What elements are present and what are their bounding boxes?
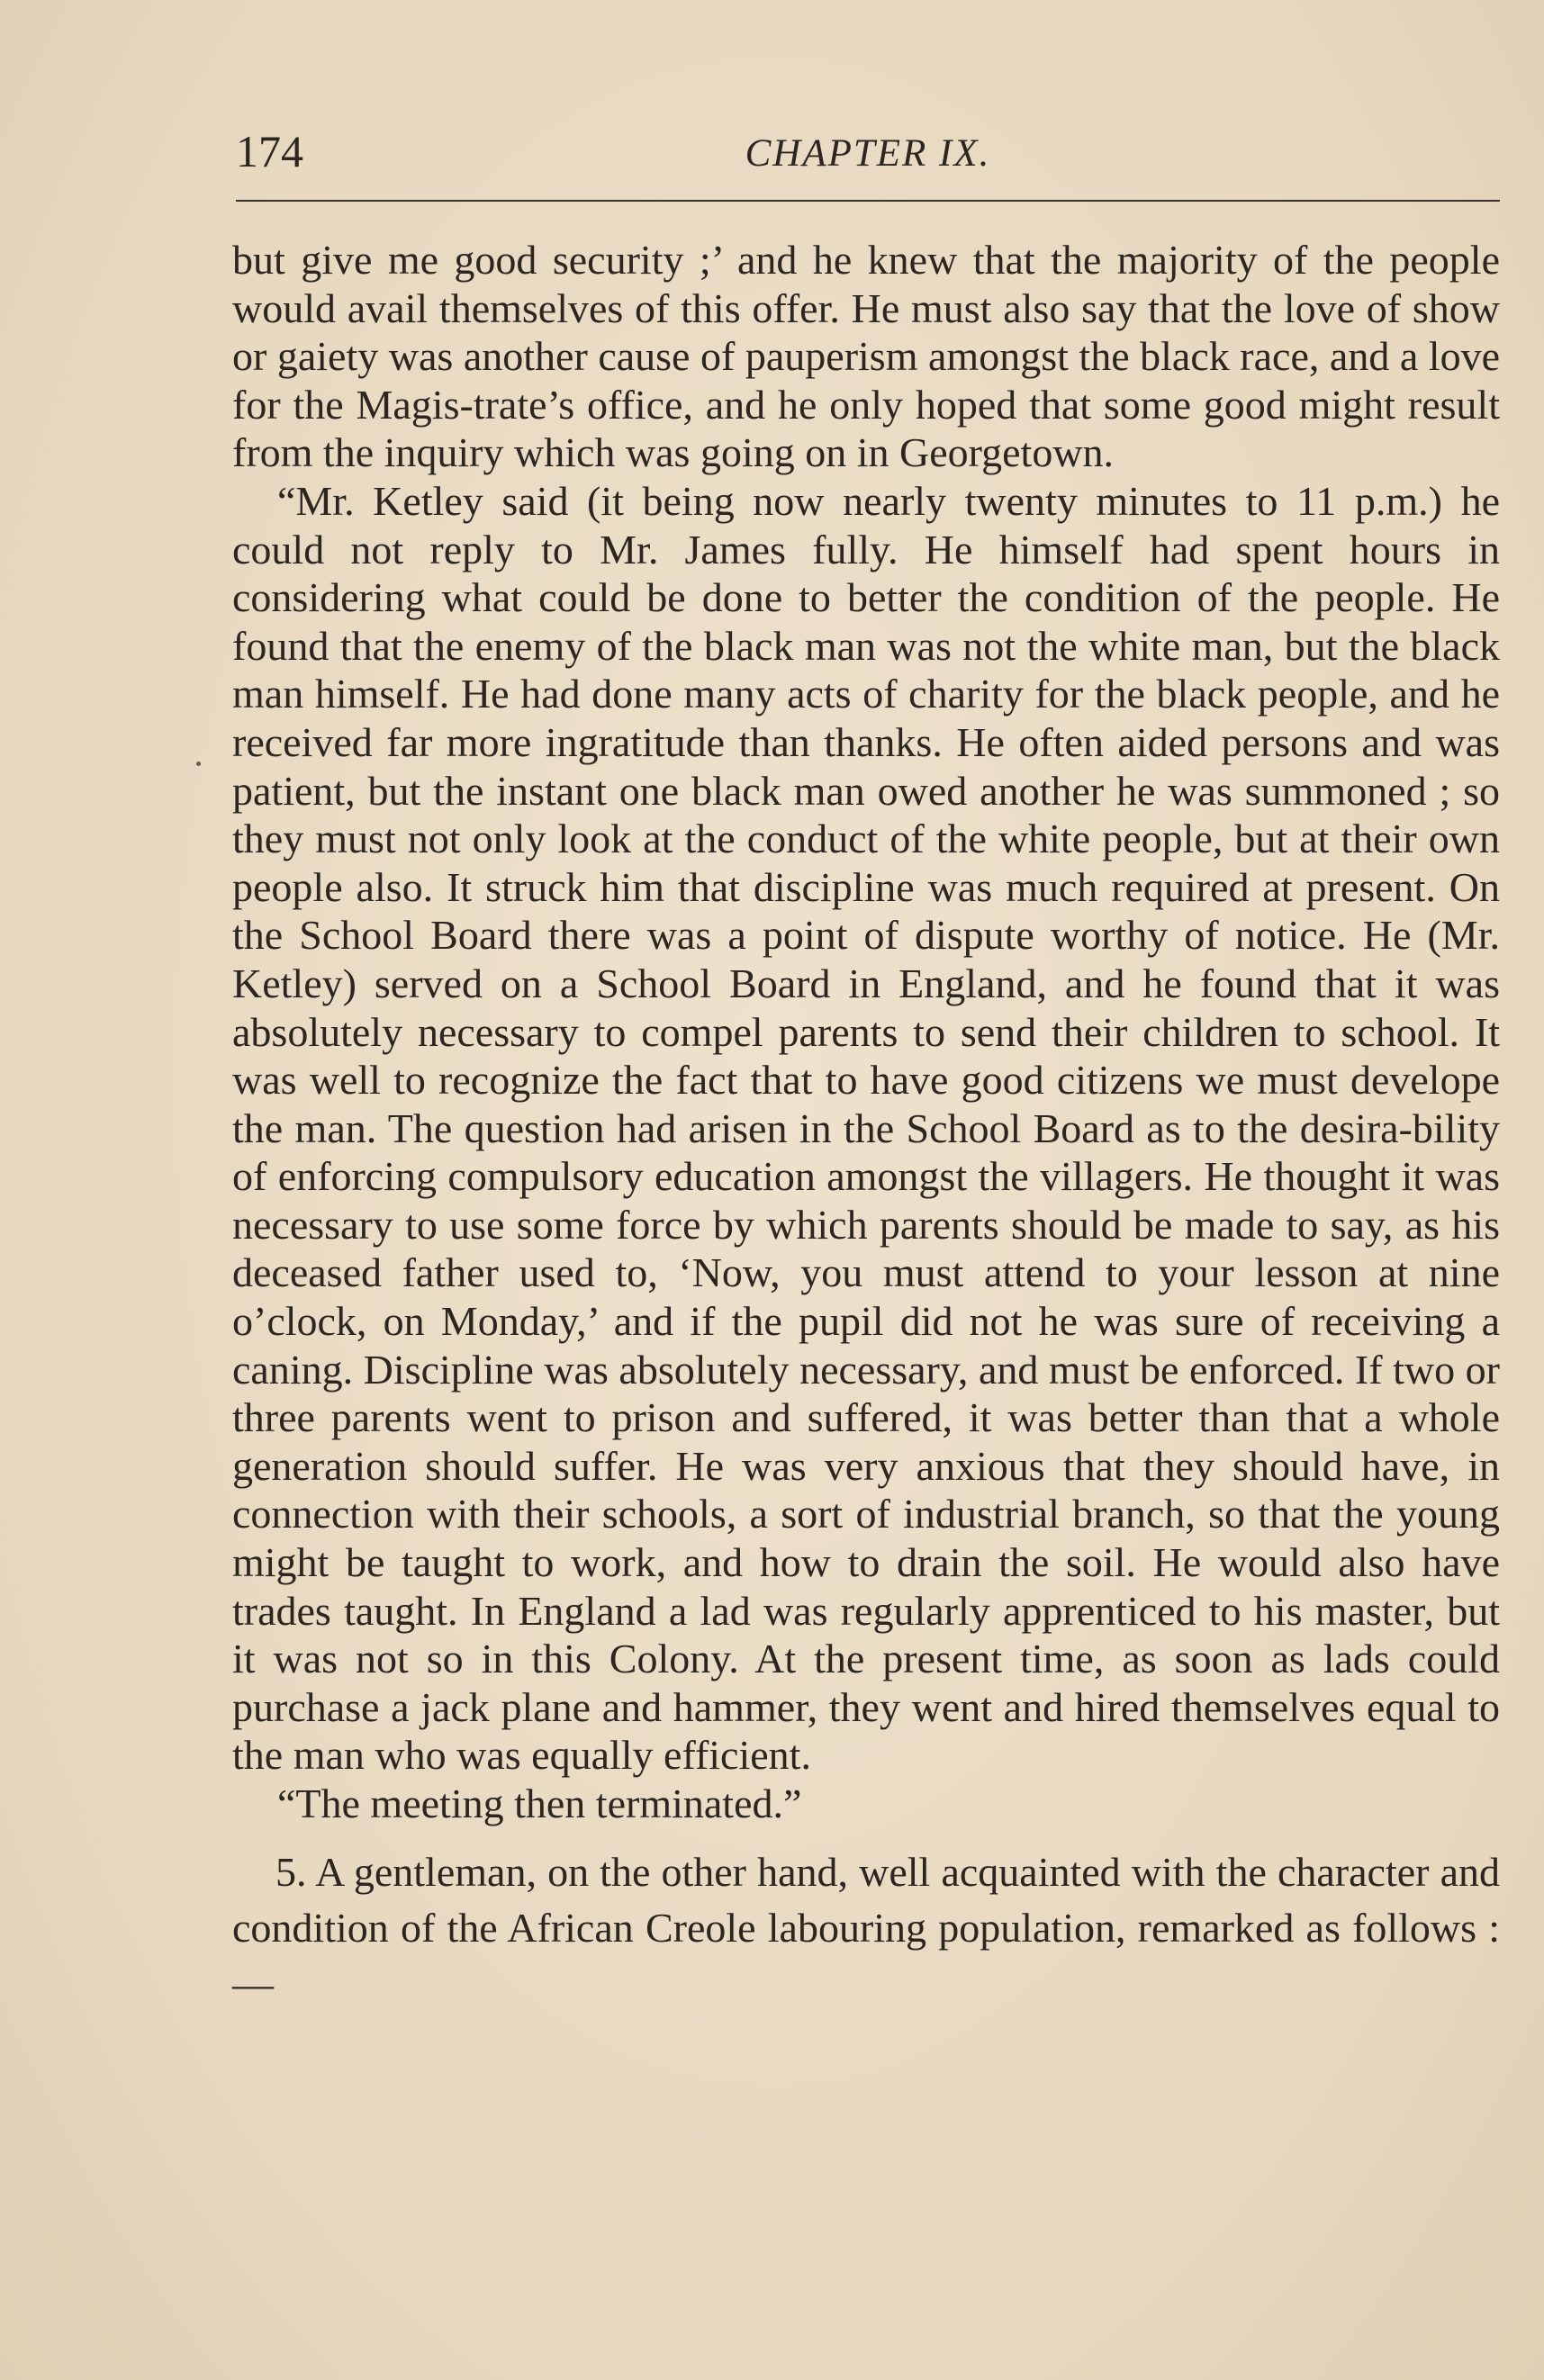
body-text [232, 236, 1500, 2012]
paragraph-section-5: 5. A gentleman, on the other hand, well acquainted with the character and condition of the African Creole labouring population, remarked as follows :— [232, 1848, 1500, 2006]
running-head: CHAPTER IX. [745, 132, 991, 175]
page-number: 174 [236, 126, 303, 176]
page-header [236, 124, 1500, 196]
paragraph-continuation: but give me good security ;’ and he knew that the majority of the people would avail themselves of this offer. He must also say that the love of show or gaiety was another cause of pauperism amongst the black race, and a love for the Magis-trate’s office, and he only hoped that some good might result from the inquiry which was going on in Georgetown. [232, 237, 1500, 476]
header-rule [236, 200, 1500, 202]
paragraph-ketley-speech: “Mr. Ketley said (it being now nearly twenty minutes to 11 p.m.) he could not reply to Mr. James fully. He himself had spent hours in considering what could be done to better the condition of the people. He found that the enemy of the black man was not the white man, but the black man himself. He had done many acts of charity for the black people, and he received far more ingratitude than thanks. He often aided persons and was patient, but the instant one black man owed another he was summoned ; so they must not only look at the conduct of the white people, but at their own people also. It struck him that discipline was much required at present. On the School Board there was a point of dispute worthy of notice. He (Mr. Ketley) served on a School Board in England, and he found that it was absolutely necessary to compel parents to send their children to school. It was well to recognize the fact that to have good citizens we must develope the man. The question had arisen in the School Board as to the desira-bility of enforcing compulsory education amongst the villagers. He thought it was necessary to use some force by which parents should be made to say, as his deceased father used to, ‘Now, you must attend to your lesson at nine o’clock, on Monday,’ and if the pupil did not he was sure of receiving a caning. Discipline was absolutely necessary, and must be enforced. If two or three parents went to prison and suffered, it was better than that a whole generation should suffer. He was very anxious that they should have, in connection with their schools, a sort of industrial branch, so that the young might be taught to work, and how to drain the soil. He would also have trades taught. In England a lad was regularly apprenticed to his master, but it was not so in this Colony. At the present time, as soon as lads could purchase a jack plane and hammer, they went and hired themselves equal to the man who was equally efficient. [232, 477, 1500, 1779]
paragraph-meeting-terminated: “The meeting then terminated.” [277, 1780, 802, 1826]
margin-speck [196, 762, 201, 766]
